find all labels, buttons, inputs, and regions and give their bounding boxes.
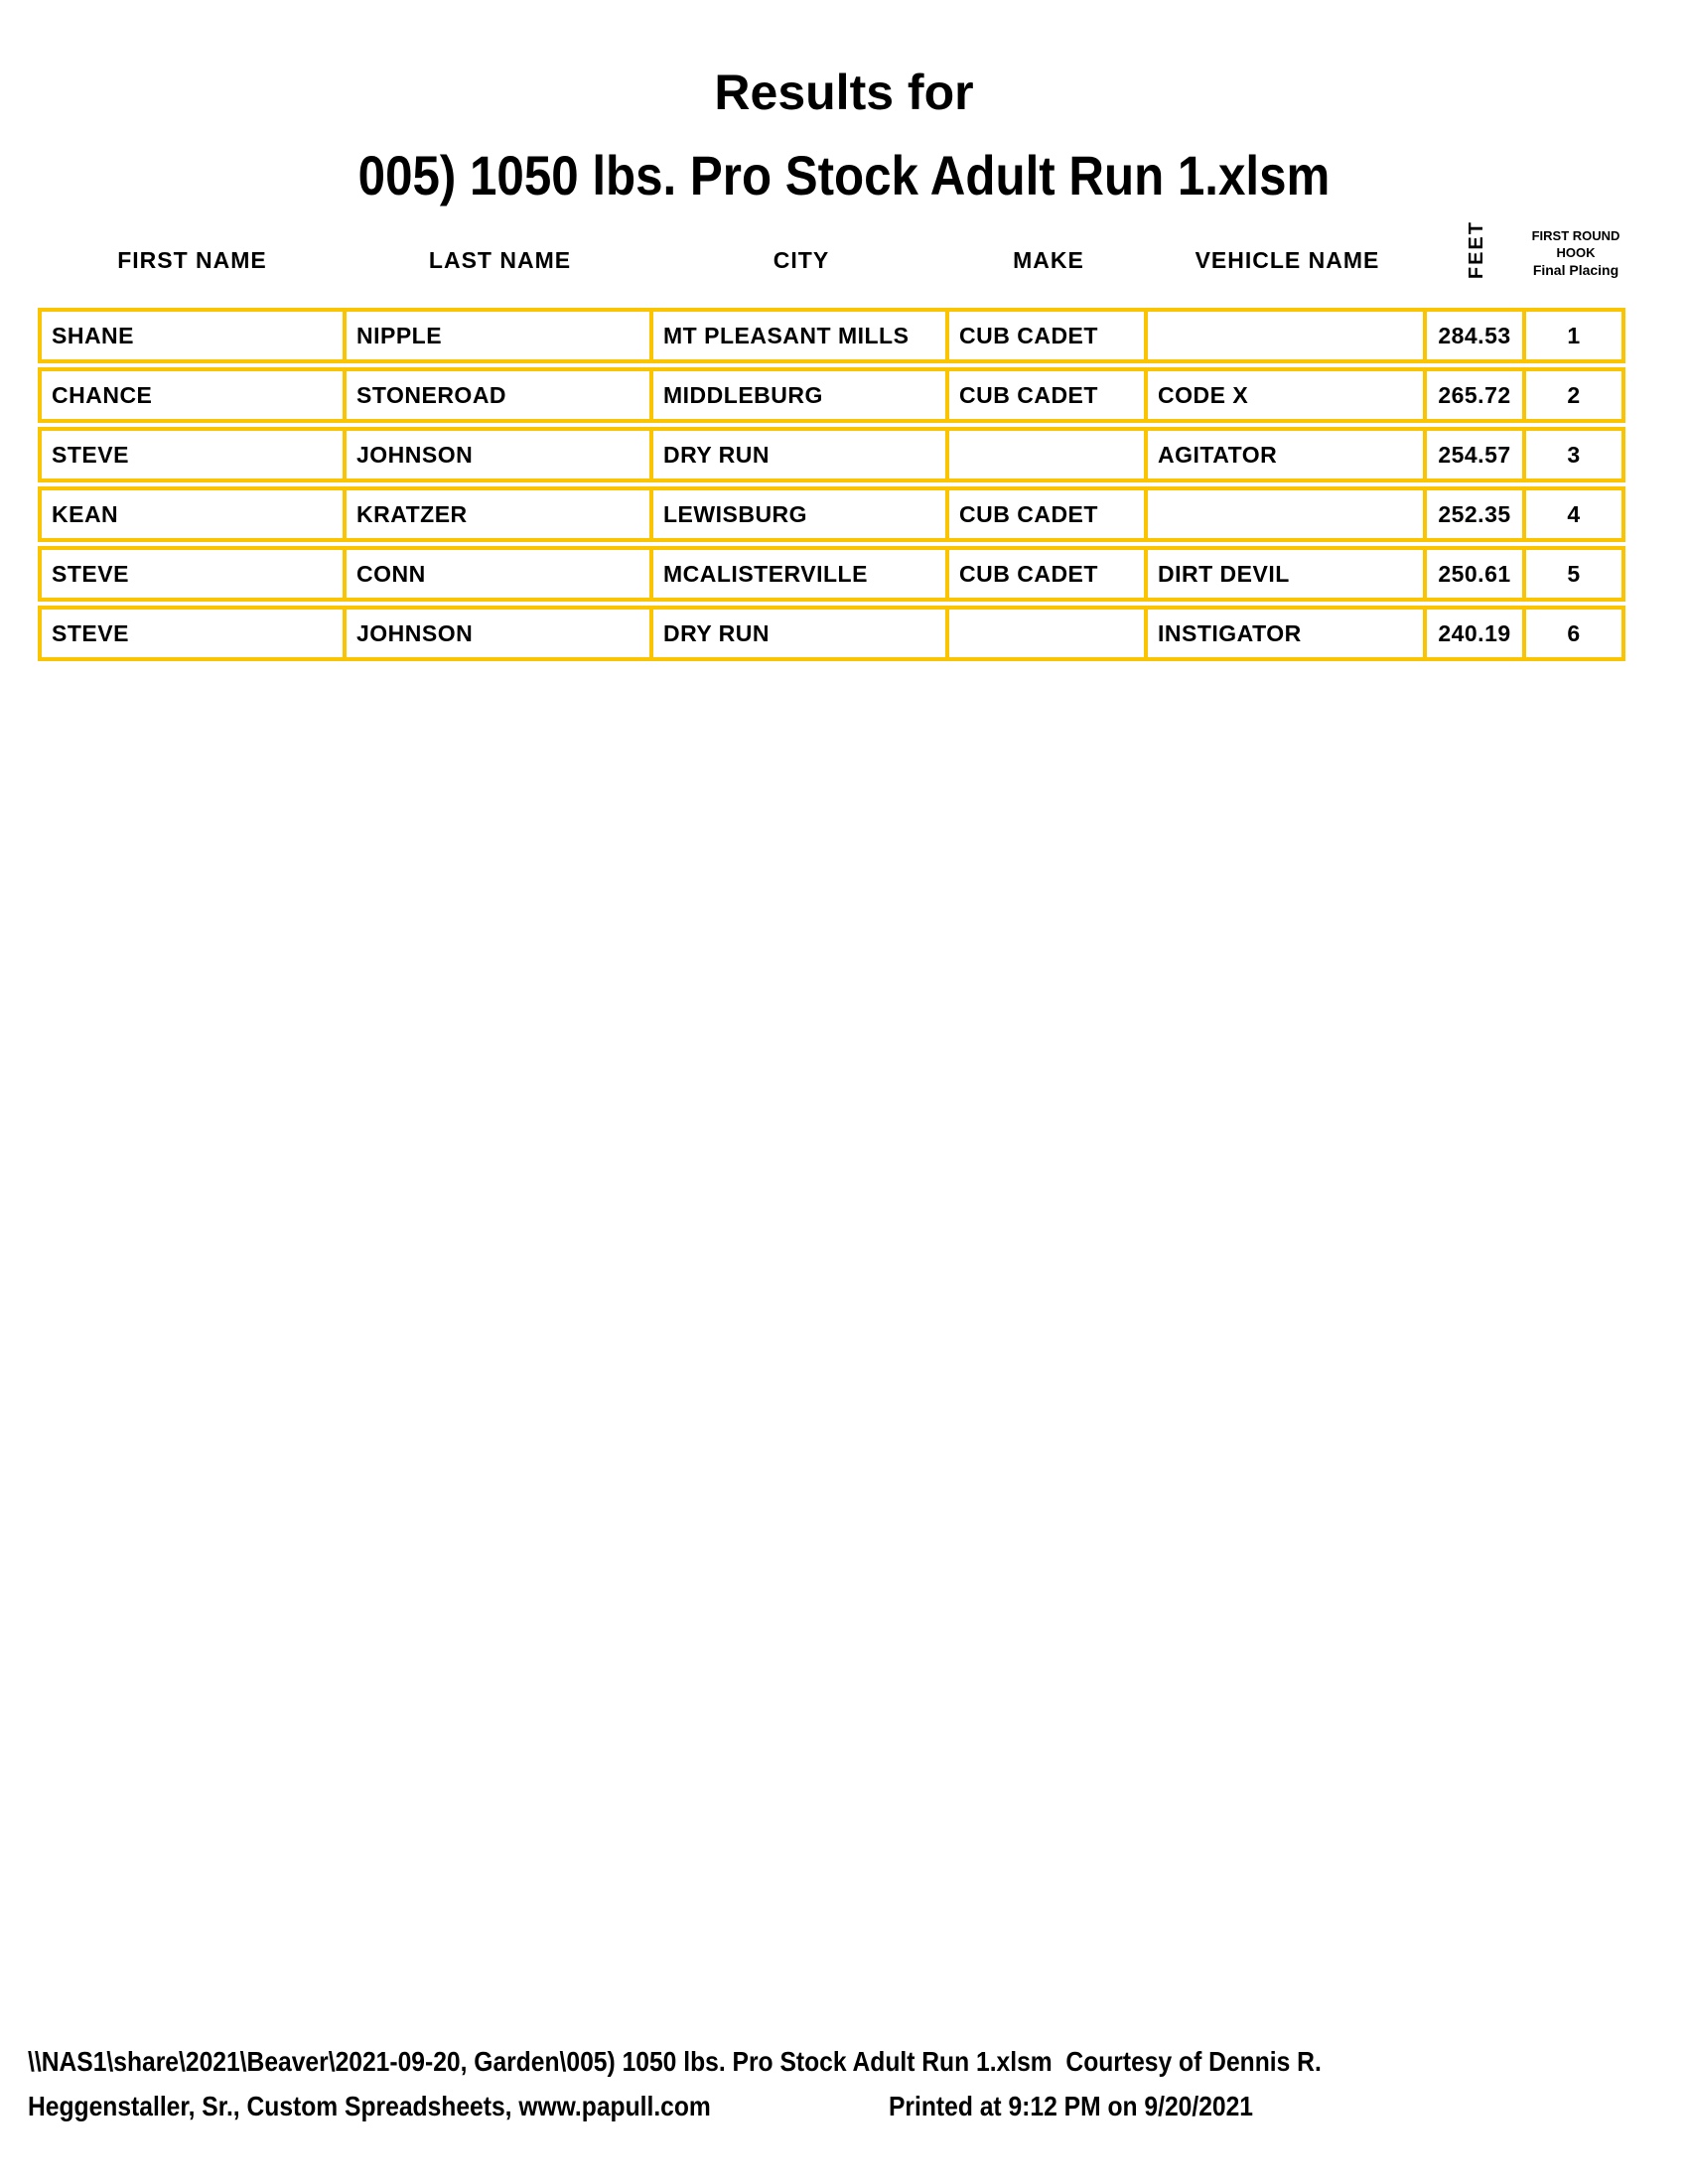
cell-placing: 5 [1526,546,1625,602]
placing-header-line-2: HOOK [1556,245,1596,261]
cell-last-name: JOHNSON [347,427,653,482]
table-header-row [38,220,1625,304]
column-header-feet [1427,220,1526,304]
cell-city: MIDDLEBURG [653,367,949,423]
table-row [38,367,1625,423]
page-subtitle-filename: 005) 1050 lbs. Pro Stock Adult Run 1.xlsm [357,144,1331,206]
cell-make: CUB CADET [949,546,1148,602]
cell-make [949,427,1148,482]
placing-header-line-3: Final Placing [1532,262,1619,279]
table-row [38,486,1625,542]
cell-vehicle-name: DIRT DEVIL [1148,546,1427,602]
page-title: Results for [714,65,974,120]
cell-first-name: STEVE [38,546,347,602]
results-table [38,216,1625,665]
cell-vehicle-name: CODE X [1148,367,1427,423]
column-header-vehicle-name: VEHICLE NAME [1195,247,1380,274]
cell-placing: 2 [1526,367,1625,423]
cell-make: CUB CADET [949,486,1148,542]
cell-last-name: JOHNSON [347,606,653,661]
cell-placing: 4 [1526,486,1625,542]
cell-city: MCALISTERVILLE [653,546,949,602]
cell-feet: 250.61 [1427,546,1526,602]
cell-city: DRY RUN [653,427,949,482]
column-header-last-name: LAST NAME [428,247,572,274]
cell-placing: 1 [1526,308,1625,363]
table-row [38,427,1625,482]
cell-placing: 3 [1526,427,1625,482]
table-row [38,606,1625,661]
cell-first-name: KEAN [38,486,347,542]
cell-first-name: STEVE [38,427,347,482]
cell-feet: 284.53 [1427,308,1526,363]
footer-credit: Heggenstaller, Sr., Custom Spreadsheets, www.papull.com [28,2091,711,2121]
cell-feet: 240.19 [1427,606,1526,661]
cell-last-name: KRATZER [347,486,653,542]
cell-first-name: SHANE [38,308,347,363]
footer-line-2-wrap [28,2084,1656,2128]
footer-file-path: \\NAS1\share\2021\Beaver\2021-09-20, Garden\005) 1050 lbs. Pro Stock Adult Run 1.xlsm Courtesy of Dennis R. [28,2046,1322,2077]
cell-vehicle-name [1148,486,1427,542]
cell-last-name: STONEROAD [347,367,653,423]
cell-feet: 252.35 [1427,486,1526,542]
cell-last-name: CONN [347,546,653,602]
cell-vehicle-name [1148,308,1427,363]
column-header-final-placing [1526,220,1625,304]
footer-printed-timestamp: Printed at 9:12 PM on 9/20/2021 [889,2091,1254,2121]
footer-line-1-wrap [28,2039,1656,2084]
page-footer [28,2039,1656,2128]
cell-first-name: CHANCE [38,367,347,423]
cell-city: MT PLEASANT MILLS [653,308,949,363]
cell-feet: 265.72 [1427,367,1526,423]
table-row [38,546,1625,602]
cell-make: CUB CADET [949,367,1148,423]
cell-feet: 254.57 [1427,427,1526,482]
cell-vehicle-name: INSTIGATOR [1148,606,1427,661]
cell-make: CUB CADET [949,308,1148,363]
column-header-first-name: FIRST NAME [117,247,267,274]
cell-first-name: STEVE [38,606,347,661]
placing-header-line-1: FIRST ROUND [1531,228,1620,244]
feet-vertical-label: FEET [1465,220,1487,280]
cell-last-name: NIPPLE [347,308,653,363]
column-header-make: MAKE [1013,247,1084,274]
cell-vehicle-name: AGITATOR [1148,427,1427,482]
cell-city: LEWISBURG [653,486,949,542]
cell-placing: 6 [1526,606,1625,661]
column-header-city: CITY [773,247,830,274]
cell-make [949,606,1148,661]
cell-city: DRY RUN [653,606,949,661]
table-row [38,308,1625,363]
